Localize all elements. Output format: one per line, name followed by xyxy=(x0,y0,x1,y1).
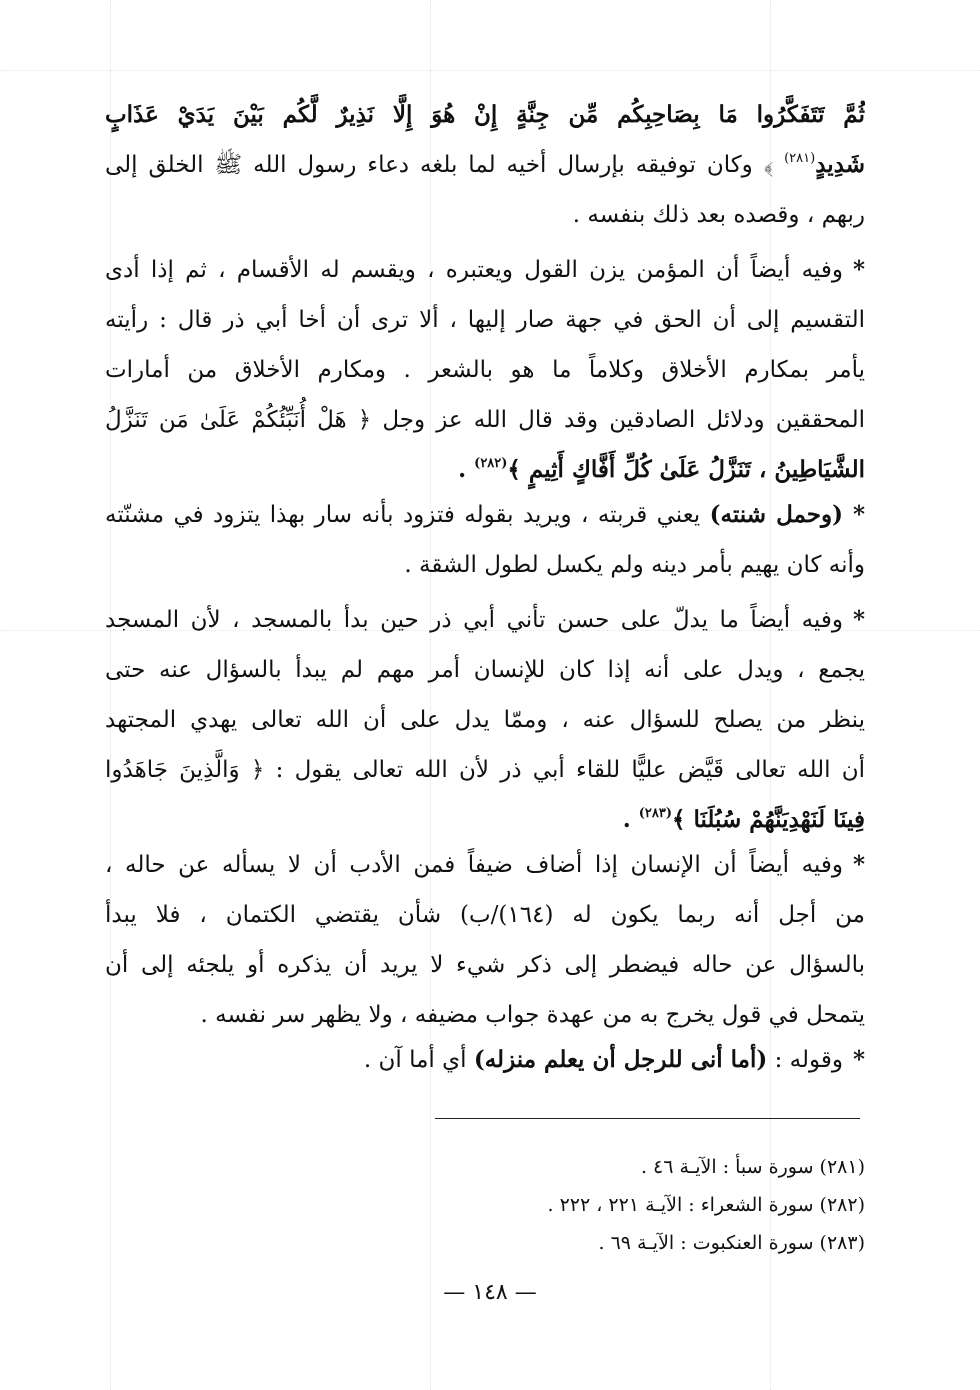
text-line xyxy=(105,595,865,645)
paragraph xyxy=(105,840,865,1040)
text-line: يتمحل في قول يخرج به من عهدة جواب مضيفه ، ولا يظهر سر نفسه . xyxy=(200,1002,865,1028)
text-line: ينظر من يصلح للسؤال عنه ، وممّا يدل على أن الله تعالى يهدي المجتهد xyxy=(105,707,865,733)
asterisk-icon: * xyxy=(852,1046,865,1073)
footnote-ref: (٢٨٢) xyxy=(474,456,508,471)
text-line: شَدِيدٍ$^{(٢٨١)}$ ﴾ وكان توفيقه بإرسال أخيه لما بلغه دعاء رسول الله ﷺ الخلق إلى xyxy=(105,151,865,178)
footnote: (٢٨٢) سورة الشعراء : الآيـة ٢٢١ ، ٢٢٢ . xyxy=(547,1194,865,1216)
paragraph xyxy=(105,245,865,495)
text-line: ثُمَّ تَتَفَكَّرُوا مَا بِصَاحِبِكُم مِّن جِنَّةٍ إِنْ هُوَ إِلَّا نَذِيرٌ لَّكُم بَيْنَ يَدَيْ عَذَابٍ xyxy=(105,101,865,128)
text-line: أن الله تعالى قَيَّض عليًّا للقاء أبي ذر لأن الله تعالى يقول : ﴿ وَالَّذِينَ جَاهَدُوا xyxy=(105,757,865,783)
bold-term: (أما أنى للرجل أن يعلم منزله) xyxy=(473,1046,768,1073)
paragraph xyxy=(105,90,865,240)
verse-end: شَدِيدٍ xyxy=(815,151,865,178)
paragraph xyxy=(105,1035,865,1085)
asterisk-icon: * xyxy=(852,256,865,283)
text-line: المحققين ودلائل الصادقين وقد قال الله عز وجل ﴿ هَلْ أُنَبِّئُكُمْ عَلَىٰ مَن تَنَزَّلُ xyxy=(105,407,865,433)
text-line: بالسؤال عن حاله فيضطر إلى ذكر شيء لا يريد أن يذكره أو يلجئه إلى أن xyxy=(105,952,865,978)
text-span: يعني قربته ، ويريد بقوله فتزود بأنه سار بهذا يتزود في مشنّته xyxy=(105,502,701,528)
text-line xyxy=(105,245,865,295)
text-line: يأمر بمكارم الأخلاق وكلاماً ما هو بالشعر . ومكارم الأخلاق من أمارات xyxy=(105,357,865,383)
footnote-ref: (٢٨٣) xyxy=(638,806,672,821)
text-line: من أجل أنه ربما يكون له (١٦٤)/ب) شأن يقتضي الكتمان ، فلا يبدأ xyxy=(105,902,865,928)
text-line: فِينَا لَنَهْدِيَنَّهُمْ سُبُلَنَا ﴾$^{(٢٨٣)}$ . xyxy=(622,806,865,833)
text-line xyxy=(105,1035,865,1085)
footnote-ref: (٢٨١) xyxy=(784,151,816,166)
text-span: الشَّيَاطِينُ ، تَنَزَّلُ عَلَىٰ كُلِّ أَفَّاكٍ أَثِيمٍ ﴾ xyxy=(507,456,865,483)
footnotes xyxy=(420,1148,865,1262)
text-line: الشَّيَاطِينُ ، تَنَزَّلُ عَلَىٰ كُلِّ أَفَّاكٍ أَثِيمٍ ﴾$^{(٢٨٢)}$ . xyxy=(458,456,865,483)
text-line: وأنه كان يهيم بأمر دينه ولم يكسل لطول الشقة . xyxy=(404,552,865,578)
asterisk-icon: * xyxy=(852,851,865,878)
text-line: يجمع ، ويدل على أنه إذا كان للإنسان أمر مهم لم يبدأ بالسؤال عنه حتى xyxy=(105,657,865,683)
text-span: وكان توفيقه بإرسال أخيه لما بلغه دعاء رسول الله ﷺ الخلق إلى xyxy=(105,152,753,178)
page-number: — ١٤٨ — xyxy=(443,1280,537,1305)
text-line xyxy=(105,840,865,890)
text-span: وفيه أيضاً أن المؤمن يزن القول ويعتبره ، ويقسم له الأقسام ، ثم إذا أدى xyxy=(105,257,843,283)
paragraph xyxy=(105,595,865,845)
text-span: وفيه أيضاً أن الإنسان إذا أضاف ضيفاً فمن الأدب أن لا يسأله عن حاله ، xyxy=(105,852,843,878)
footnote: (٢٨١) سورة سبأ : الآيـة ٤٦ . xyxy=(640,1156,865,1178)
asterisk-icon: * xyxy=(852,606,865,633)
footnote-divider xyxy=(435,1118,860,1119)
text-line xyxy=(105,490,865,540)
text-span: وقوله : xyxy=(774,1047,843,1073)
text-line: التقسيم إلى أن الحق في جهة صار إليها ، ألا ترى أن أخا أبي ذر قال : رأيته xyxy=(105,307,865,333)
text-line: ربهم ، وقصده بعد ذلك بنفسه . xyxy=(572,202,865,228)
asterisk-icon: * xyxy=(853,501,865,528)
text-span: وفيه أيضاً ما يدلّ على حسن تأني أبي ذر حين بدأ بالمسجد ، لأن المسجد xyxy=(105,607,843,633)
guide-line xyxy=(0,70,980,71)
footnote: (٢٨٣) سورة العنكبوت : الآيـة ٦٩ . xyxy=(598,1232,865,1254)
bold-term: (وحمل شنته) xyxy=(709,501,843,528)
paragraph xyxy=(105,490,865,590)
text-span: أي أما آن . xyxy=(363,1047,467,1073)
text-span: فِينَا لَنَهْدِيَنَّهُمْ سُبُلَنَا ﴾ xyxy=(671,806,865,833)
